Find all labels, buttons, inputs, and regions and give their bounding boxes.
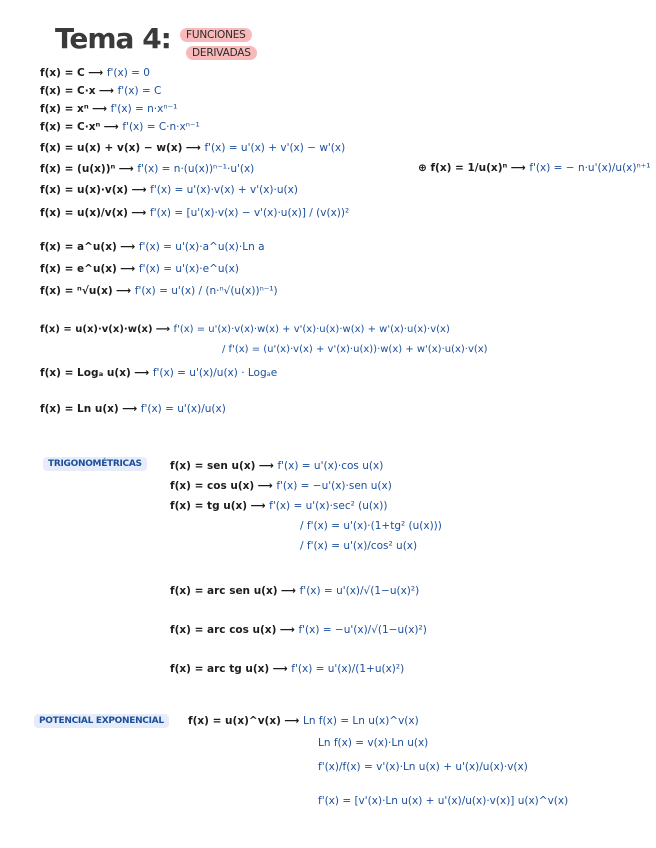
rule-quotient: f(x) = u(x)/v(x) ⟶ f'(x) = [u'(x)·v(x) − v'(x)·u(x)] / (v(x))² — [40, 207, 350, 219]
trig-rule-sen: f(x) = sen u(x) ⟶ f'(x) = u'(x)·cos u(x) — [170, 460, 384, 472]
arrow-icon: ⟶ — [103, 121, 123, 133]
topic-tag-line2: DERIVADAS — [186, 46, 257, 60]
trig-rule-cos: f(x) = cos u(x) ⟶ f'(x) = −u'(x)·sen u(x) — [170, 480, 392, 492]
page-title: Tema 4: — [55, 22, 171, 55]
arrow-icon: ⟶ — [279, 624, 299, 636]
rule-exponential-base-a: f(x) = a^u(x) ⟶ f'(x) = u'(x)·a^u(x)·Ln a — [40, 241, 265, 253]
arrow-icon: ⟶ — [284, 715, 303, 727]
rule-product: f(x) = u(x)·v(x) ⟶ f'(x) = u'(x)·v(x) + v'(x)·u(x) — [40, 184, 298, 196]
side-rule-reciprocal-power: ⊕ f(x) = 1/u(x)ⁿ ⟶ f'(x) = − n·u'(x)/u(x)ⁿ⁺¹ — [418, 162, 651, 174]
arrow-icon: ⟶ — [131, 184, 151, 196]
arrow-icon: ⟶ — [257, 480, 277, 492]
arrow-icon: ⟶ — [116, 285, 135, 297]
pot-rule-step2: Ln f(x) = v(x)·Ln u(x) — [318, 737, 429, 749]
pot-rule-step4: f'(x) = [v'(x)·Ln u(x) + u'(x)/u(x)·v(x)] u(x)^v(x) — [318, 795, 569, 807]
rule-power: f(x) = xⁿ ⟶ f'(x) = n·xⁿ⁻¹ — [40, 103, 178, 115]
rule-constant: f(x) = C ⟶ f'(x) = 0 — [40, 67, 150, 79]
arrow-icon: ⟶ — [185, 142, 205, 154]
rule-triple-product: f(x) = u(x)·v(x)·w(x) ⟶ f'(x) = u'(x)·v(x)·w(x) + v'(x)·u(x)·w(x) + w'(x)·u(x)·v(x) — [40, 324, 450, 335]
arrow-icon: ⟶ — [120, 241, 139, 253]
rule-sum: f(x) = u(x) + v(x) − w(x) ⟶ f'(x) = u'(x) + v'(x) − w'(x) — [40, 142, 346, 154]
arrow-icon: ⟶ — [122, 403, 141, 415]
arrow-icon: ⟶ — [120, 263, 139, 275]
trig-rule-tg-alt2: / f'(x) = u'(x)/cos² u(x) — [300, 540, 418, 552]
arrow-icon: ⟶ — [88, 67, 107, 79]
arrow-icon: ⟶ — [98, 85, 118, 97]
arrow-icon: ⟶ — [91, 103, 111, 115]
trig-rule-tg-alt1: / f'(x) = u'(x)·(1+tg² (u(x))) — [300, 520, 442, 532]
rule-exponential-e: f(x) = e^u(x) ⟶ f'(x) = u'(x)·e^u(x) — [40, 263, 239, 275]
trig-rule-arc-sen: f(x) = arc sen u(x) ⟶ f'(x) = u'(x)/√(1−u(x)²) — [170, 585, 420, 597]
arrow-icon: ⟶ — [131, 207, 151, 219]
trig-rule-arc-cos: f(x) = arc cos u(x) ⟶ f'(x) = −u'(x)/√(1−u(x)²) — [170, 624, 427, 636]
rule-logarithm-base-a: f(x) = Logₐ u(x) ⟶ f'(x) = u'(x)/u(x) · Logₐe — [40, 367, 278, 379]
arrow-icon: ⟶ — [510, 162, 530, 174]
arrow-icon: ⟶ — [258, 460, 278, 472]
topic-tag-line1: FUNCIONES — [180, 28, 252, 42]
rule-triple-product-alt: / f'(x) = (u'(x)·v(x) + v'(x)·u(x))·w(x) + w'(x)·u(x)·v(x) — [222, 344, 488, 355]
rule-root: f(x) = ⁿ√u(x) ⟶ f'(x) = u'(x) / (n·ⁿ√(u(x))ⁿ⁻¹) — [40, 285, 278, 297]
arrow-icon: ⟶ — [155, 324, 174, 335]
arrow-icon: ⟶ — [272, 663, 292, 675]
pot-section-label: POTENCIAL EXPONENCIAL — [34, 714, 169, 728]
pot-rule-step3: f'(x)/f(x) = v'(x)·Ln u(x) + u'(x)/u(x)·v(x) — [318, 761, 528, 773]
trig-section-label: TRIGONOMÉTRICAS — [43, 457, 147, 471]
arrow-icon: ⟶ — [134, 367, 153, 379]
trig-rule-arc-tg: f(x) = arc tg u(x) ⟶ f'(x) = u'(x)/(1+u(x)²) — [170, 663, 405, 675]
arrow-icon: ⟶ — [250, 500, 270, 512]
arrow-icon: ⟶ — [118, 163, 138, 175]
rule-constant-power: f(x) = C·xⁿ ⟶ f'(x) = C·n·xⁿ⁻¹ — [40, 121, 200, 133]
rule-linear: f(x) = C·x ⟶ f'(x) = C — [40, 85, 162, 97]
trig-rule-tg: f(x) = tg u(x) ⟶ f'(x) = u'(x)·sec² (u(x)) — [170, 500, 388, 512]
rule-chain-power: f(x) = (u(x))ⁿ ⟶ f'(x) = n·(u(x))ⁿ⁻¹·u'(x) — [40, 163, 255, 175]
rule-natural-log: f(x) = Ln u(x) ⟶ f'(x) = u'(x)/u(x) — [40, 403, 226, 415]
pot-rule-step1: f(x) = u(x)^v(x) ⟶ Ln f(x) = Ln u(x)^v(x) — [188, 715, 419, 727]
arrow-icon: ⟶ — [280, 585, 300, 597]
